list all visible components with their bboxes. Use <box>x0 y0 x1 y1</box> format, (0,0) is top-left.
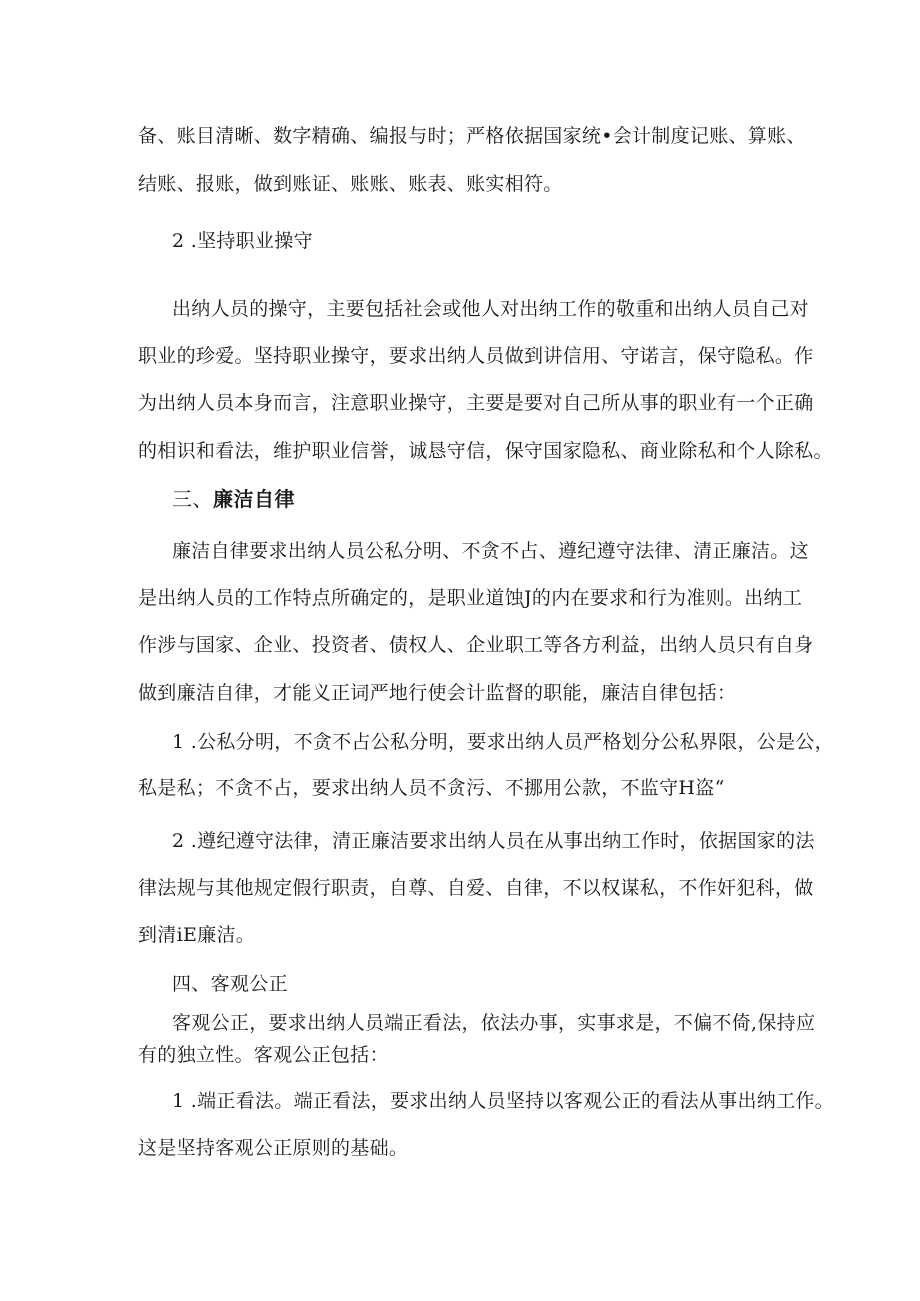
paragraph-line: 结账、报账，做到账证、账账、账表、账实相符。 <box>138 173 563 195</box>
paragraph-line: 做到廉洁自律，才能义正词严地行使会计监督的职能，廉洁自律包括： <box>138 682 737 704</box>
paragraph-line: 出纳人员的操守，主要包括社会或他人对出纳工作的敬重和出纳人员自己对 <box>172 298 809 320</box>
paragraph-line: 备、账目清晰、数字精确、编报与时；严格依据国家统•会计制度记账、算账、 <box>138 125 806 147</box>
list-item-line: 2 .遵纪遵守法律，清正廉洁要求出纳人员在从事出纳工作时，依据国家的法 <box>172 830 815 852</box>
paragraph-line: 有的独立性。客观公正包括： <box>138 1044 389 1066</box>
paragraph-line: 是出纳人员的工作特点所确定的，是职业道蚀J的内在要求和行为准则。出纳工 <box>138 587 803 609</box>
list-item-line: 1 .公私分明，不贪不占公私分明，要求出纳人员严格划分公私界限，公是公， <box>172 731 834 753</box>
section-heading <box>172 487 295 511</box>
section-heading-title: 廉洁自律 <box>213 487 295 511</box>
paragraph-line: 客观公正，要求出纳人员端正看法，依法办事，实事求是，不偏不倚,保持应 <box>172 1012 816 1034</box>
item-heading: 2 .坚持职业操守 <box>172 230 313 252</box>
paragraph-line: 廉洁自律要求出纳人员公私分明、不贪不占、遵纪遵守法律、清正廉洁。这 <box>172 540 809 562</box>
section-heading-prefix: 三、 <box>172 487 213 511</box>
list-item-line: 到清iE廉洁。 <box>138 924 256 946</box>
section-heading: 四、客观公正 <box>172 973 288 995</box>
paragraph-line: 职业的珍爱。坚持职业操守，要求出纳人员做到讲信用、守诺言，保守隐私。作 <box>138 345 814 367</box>
paragraph-line: 为出纳人员本身而言，注意职业操守，主要是要对自己所从事的职业有一个正确 <box>138 392 814 414</box>
list-item-line: 私是私；不贪不占，要求出纳人员不贪污、不挪用公款，不监守H盗“ <box>138 777 725 799</box>
paragraph-line: 作涉与国家、企业、投资者、债权人、企业职工等各方利益，出纳人员只有自身 <box>138 634 814 656</box>
paragraph-line: 的相识和看法，维护职业信誉，诚恳守信，保守国家隐私、商业除私和个人除私。 <box>138 440 833 462</box>
list-item-line: 1 .端正看法。端正看法，要求出纳人员坚持以客观公正的看法从事出纳工作。 <box>172 1090 834 1112</box>
list-item-line: 律法规与其他规定假行职责，自尊、自爱、自律，不以权谋私，不作奸犯科，做 <box>138 877 814 899</box>
list-item-line: 这是坚持客观公正原则的基础。 <box>138 1137 409 1159</box>
